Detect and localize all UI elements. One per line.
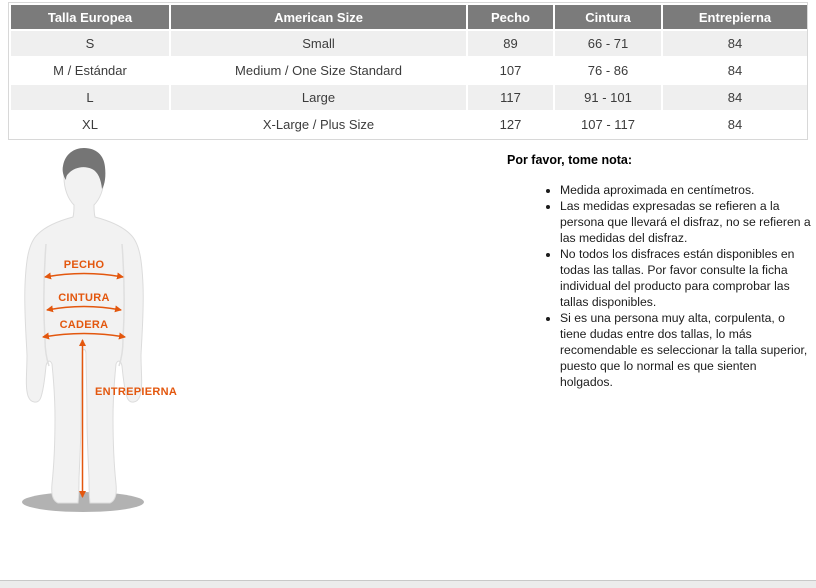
table-row-m [11, 58, 807, 83]
cell-chest: 107 [468, 58, 553, 83]
cell-inseam: 84 [663, 112, 807, 137]
note-item: • No todos los disfraces están disponibles en todas las tallas. Por favor consulte la ficha individual del producto para comprobar las tallas disponibles. [560, 246, 812, 310]
column-header-cintura: Cintura [555, 5, 661, 29]
column-header-entrepierna: Entrepierna [663, 5, 807, 29]
cell-american-size: Small [171, 31, 466, 56]
table-row-l [11, 85, 807, 110]
size-chart-table [9, 3, 809, 139]
cell-inseam: 84 [663, 31, 807, 56]
column-header-talla-europea: Talla Europea [11, 5, 169, 29]
column-header-pecho: Pecho [468, 5, 553, 29]
size-chart-table-wrap [8, 2, 808, 140]
body-measurement-diagram [0, 140, 220, 520]
table-row-s [11, 31, 807, 56]
bottom-divider [0, 580, 816, 588]
waist-label: CINTURA [58, 292, 110, 304]
table-row-xl [11, 112, 807, 137]
inseam-label: ENTREPIERNA [95, 386, 178, 398]
chest-label: PECHO [63, 259, 105, 271]
notes-title: Por favor, tome nota: [507, 153, 633, 167]
note-item: • Medida aproximada en centímetros. [560, 182, 812, 198]
cell-european-size: XL [11, 112, 169, 137]
notes-section [507, 153, 812, 390]
cell-european-size: L [11, 85, 169, 110]
cell-waist: 91 - 101 [555, 85, 661, 110]
cell-waist: 107 - 117 [555, 112, 661, 137]
cell-waist: 76 - 86 [555, 58, 661, 83]
cell-european-size: S [11, 31, 169, 56]
cell-inseam: 84 [663, 85, 807, 110]
cell-european-size: M / Estándar [11, 58, 169, 83]
note-item: • Si es una persona muy alta, corpulenta, o tiene dudas entre dos tallas, lo más recomendable es seleccionar la talla superior, puesto que lo normal es que sienten holgados. [560, 310, 812, 390]
cell-chest: 89 [468, 31, 553, 56]
cell-waist: 66 - 71 [555, 31, 661, 56]
cell-chest: 127 [468, 112, 553, 137]
note-item: • Las medidas expresadas se refieren a la persona que llevará el disfraz, no se refieren a las medidas del disfraz. [560, 198, 812, 246]
cell-chest: 117 [468, 85, 553, 110]
hip-label: CADERA [59, 319, 109, 331]
cell-american-size: X-Large / Plus Size [171, 112, 466, 137]
cell-american-size: Large [171, 85, 466, 110]
cell-inseam: 84 [663, 58, 807, 83]
column-header-american-size: American Size [171, 5, 466, 29]
header-row [11, 5, 807, 29]
notes-list [507, 182, 812, 390]
cell-american-size: Medium / One Size Standard [171, 58, 466, 83]
